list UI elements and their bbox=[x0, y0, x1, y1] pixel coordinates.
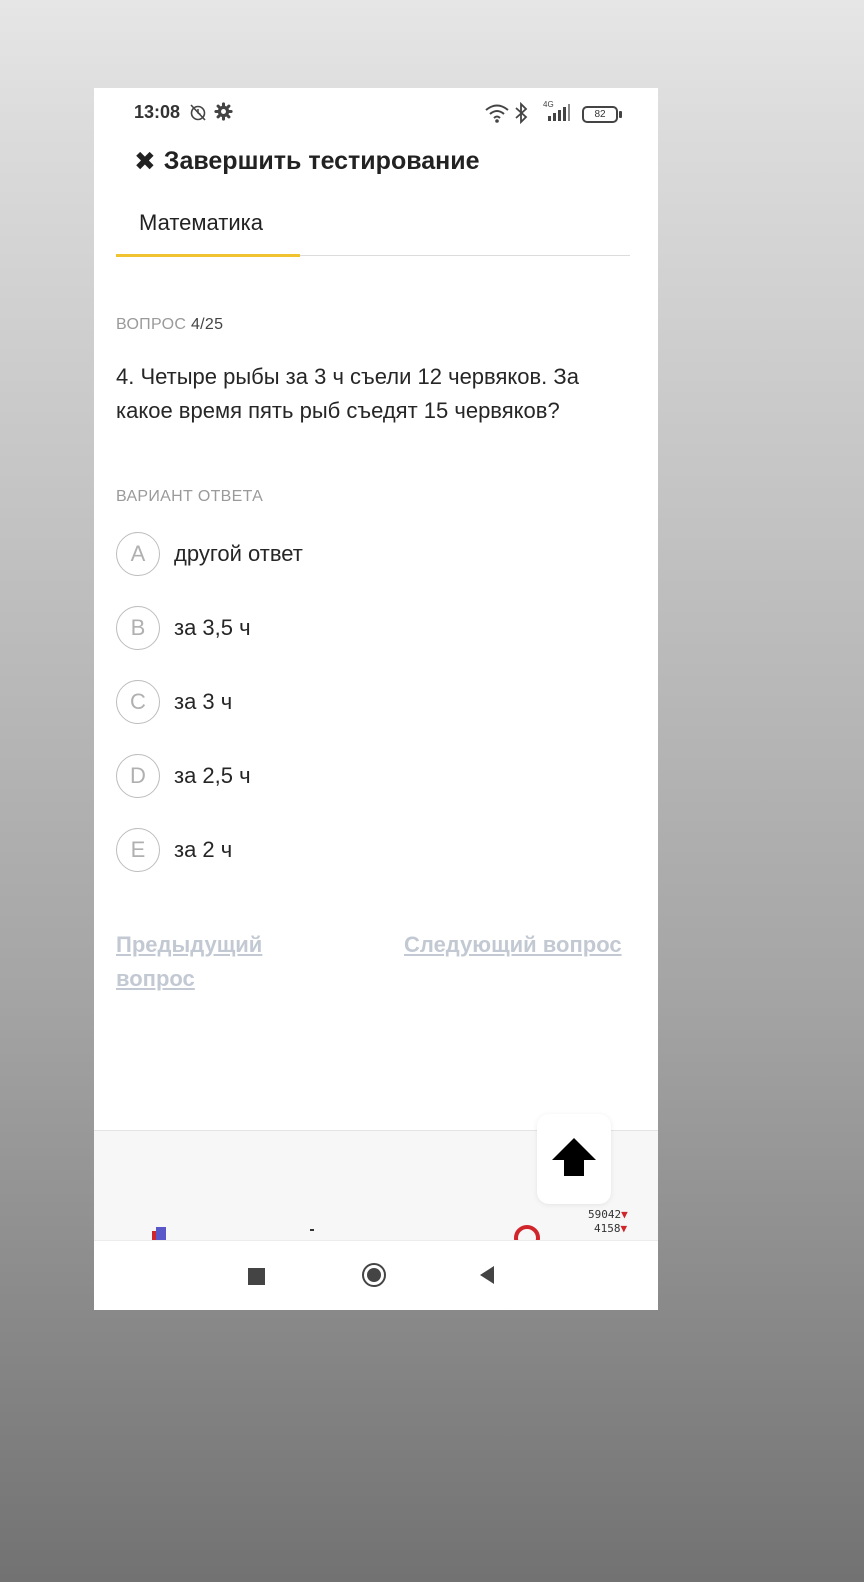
tab-subject[interactable]: Математика bbox=[139, 210, 263, 235]
answer-option-e[interactable] bbox=[116, 827, 596, 873]
answer-option-d[interactable] bbox=[116, 753, 596, 799]
phone-screen bbox=[94, 88, 658, 1310]
recent-apps-icon[interactable] bbox=[248, 1268, 265, 1285]
status-time: 13:08 bbox=[134, 102, 181, 122]
signal-icon bbox=[542, 102, 572, 127]
bluetooth-icon bbox=[514, 102, 528, 129]
option-letter-circle: A bbox=[116, 532, 160, 576]
option-text: другой ответ bbox=[174, 541, 303, 566]
network-type: 4G bbox=[543, 100, 554, 109]
battery-icon: 82 bbox=[582, 106, 618, 123]
back-icon[interactable] bbox=[478, 1265, 496, 1290]
answer-option-a[interactable] bbox=[116, 531, 596, 577]
next-question-link[interactable]: Следующий вопрос bbox=[404, 932, 622, 957]
option-letter-circle: D bbox=[116, 754, 160, 798]
ad-counter: 59042▼ 4158▼ bbox=[588, 1208, 628, 1235]
answer-option-c[interactable] bbox=[116, 679, 596, 725]
close-icon: ✖ bbox=[134, 146, 156, 176]
option-text: за 2 ч bbox=[174, 837, 233, 862]
option-text: за 3,5 ч bbox=[174, 615, 251, 640]
wifi-icon bbox=[484, 102, 510, 129]
question-counter-label: ВОПРОС bbox=[116, 316, 187, 333]
answer-header: ВАРИАНТ ОТВЕТА bbox=[116, 488, 264, 505]
option-letter-circle: C bbox=[116, 680, 160, 724]
arrow-up-icon bbox=[550, 1136, 598, 1183]
answer-option-b[interactable] bbox=[116, 605, 596, 651]
ad-counter-line1: 59042 bbox=[588, 1208, 622, 1221]
battery-tip bbox=[619, 111, 622, 118]
question-counter bbox=[116, 316, 223, 334]
question-text: 4. Четыре рыбы за 3 ч съели 12 червяков. За какое время пять рыб съедят 15 червяков? bbox=[116, 364, 579, 423]
option-text: за 3 ч bbox=[174, 689, 233, 714]
previous-question-link[interactable]: Предыдущий вопрос bbox=[116, 932, 263, 991]
option-text: за 2,5 ч bbox=[174, 763, 251, 788]
finish-test-button[interactable] bbox=[134, 146, 480, 176]
ad-counter-line2: 4158 bbox=[594, 1222, 621, 1235]
option-letter-circle: E bbox=[116, 828, 160, 872]
active-tab-indicator bbox=[116, 254, 300, 257]
finish-test-label: Завершить тестирование bbox=[163, 147, 480, 175]
option-letter-circle: B bbox=[116, 606, 160, 650]
gear-icon bbox=[214, 102, 233, 126]
question-counter-value: 4/25 bbox=[190, 316, 224, 333]
scroll-to-top-button[interactable] bbox=[537, 1114, 611, 1204]
home-icon-inner bbox=[367, 1268, 381, 1282]
ad-banner[interactable] bbox=[94, 1206, 658, 1240]
alarm-off-icon bbox=[188, 102, 208, 127]
